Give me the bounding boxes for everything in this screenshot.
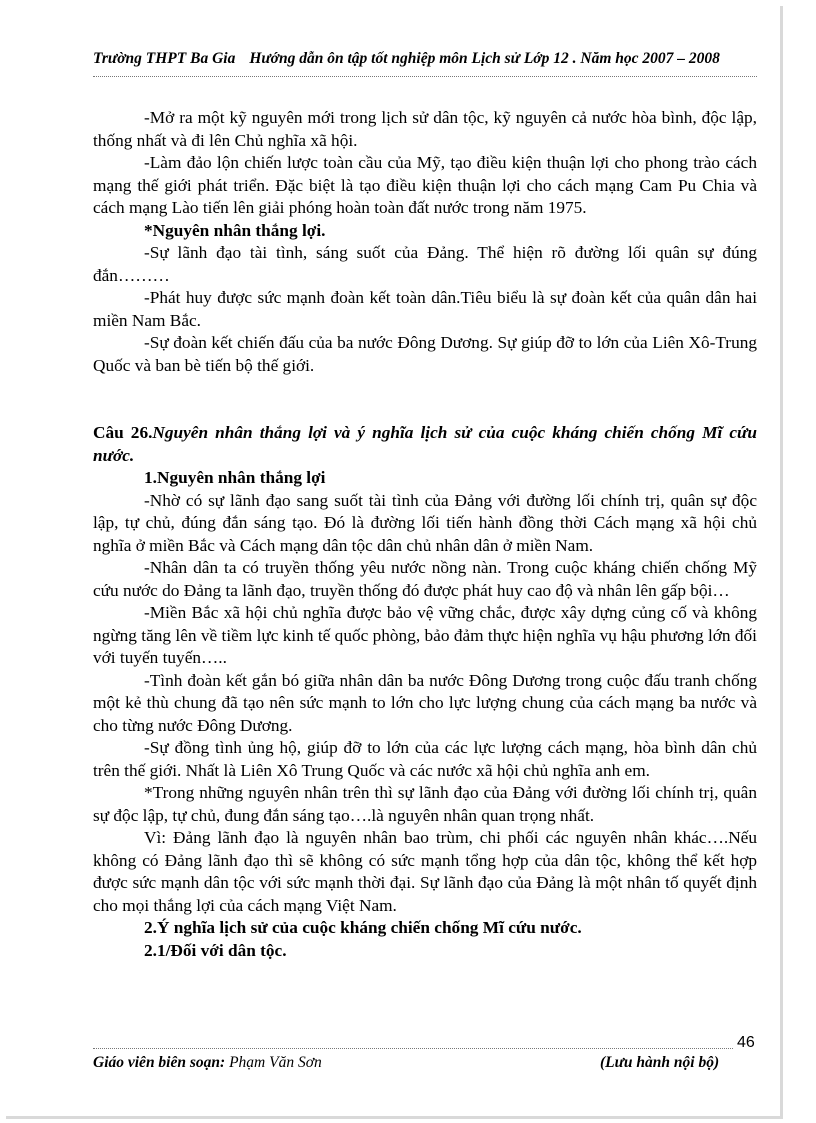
question-title bbox=[93, 422, 757, 467]
footer-author bbox=[93, 1054, 322, 1072]
section1-paragraph: -Nhân dân ta có truyền thống yêu nước nồng nàn. Trong cuộc kháng chiến chống Mỹ cứu nước do Đảng ta lãnh đạo, truyền thống đó được phát huy cao độ và nhân lên gấp bội… bbox=[93, 558, 757, 600]
footer-divider bbox=[93, 1048, 733, 1049]
question-text: Nguyên nhân thắng lợi và ý nghĩa lịch sử của cuộc kháng chiến chống Mĩ cứu nước. bbox=[93, 423, 757, 465]
section-spacer bbox=[93, 377, 757, 422]
section1-paragraph: -Sự đồng tình ủng hộ, giúp đỡ to lớn của các lực lượng cách mạng, hòa bình dân chủ trên thế giới. Nhất là Liên Xô Trung Quốc và các nước xã hội chủ nghĩa anh em. bbox=[93, 738, 757, 780]
page-shadow-right bbox=[780, 6, 783, 1117]
cause-item: -Sự lãnh đạo tài tình, sáng suốt của Đảng. Thể hiện rõ đường lối quân sự đúng đắn……… bbox=[93, 243, 757, 285]
causes-heading: *Nguyên nhân thắng lợi. bbox=[144, 220, 326, 240]
question-number: Câu 26. bbox=[93, 423, 153, 442]
header-title: Hướng dẫn ôn tập tốt nghiệp môn Lịch sử Lớp 12 . Năm học 2007 – 2008 bbox=[249, 50, 720, 67]
page-header bbox=[93, 50, 758, 68]
page-shadow-bottom bbox=[6, 1116, 783, 1119]
section1-paragraph: Vì: Đảng lãnh đạo là nguyên nhân bao trùm, chi phối các nguyên nhân khác….Nếu không có Đảng lãnh đạo thì sẽ không có sức mạnh tổng hợp của dân tộc, không thể kết hợp được sức mạnh dân tộc với sức mạnh thời đại. Sự lãnh đạo của Đảng là một nhân tố quyết định cho mọi thắng lợi của cách mạng Việt Nam. bbox=[93, 828, 757, 915]
section1-paragraph: *Trong những nguyên nhân trên thì sự lãnh đạo của Đảng với đường lối chính trị, quân sự độc lập, tự chủ, đung đắn sáng tạo….là nguyên nhân quan trọng nhất. bbox=[93, 783, 757, 825]
header-divider bbox=[93, 76, 757, 77]
document-body bbox=[93, 107, 757, 962]
footer-teacher-name: Phạm Văn Sơn bbox=[229, 1054, 322, 1071]
page-number: 46 bbox=[737, 1034, 755, 1051]
cause-item: -Phát huy được sức mạnh đoàn kết toàn dân.Tiêu biểu là sự đoàn kết của quân dân hai miền Nam Bắc. bbox=[93, 288, 757, 330]
section1-paragraph: -Nhờ có sự lãnh đạo sang suốt tài tình của Đảng với đường lối chính trị, quân sự độc lập, tự chủ, đúng đắn sáng tạo. Đó là đường lối tiến hành đồng thời Cách mạng xã hội chủ nghĩa ở miền Bắc và Cách mạng dân tộc dân chủ nhân dân ở miền Nam. bbox=[93, 490, 757, 555]
header-school: Trường THPT Ba Gia bbox=[93, 50, 236, 67]
section2-heading: 2.Ý nghĩa lịch sử của cuộc kháng chiến chống Mĩ cứu nước. bbox=[144, 918, 582, 937]
intro-paragraph-1: -Mở ra một kỹ nguyên mới trong lịch sử dân tộc, kỹ nguyên cả nước hòa bình, độc lập, thống nhất và đi lên Chủ nghĩa xã hội. bbox=[93, 108, 757, 150]
footer-note: (Lưu hành nội bộ) bbox=[600, 1054, 720, 1071]
section1-heading: 1.Nguyên nhân thắng lợi bbox=[144, 468, 326, 487]
section1-paragraph: -Tình đoàn kết gắn bó giữa nhân dân ba nước Đông Dương trong cuộc đấu tranh chống một kẻ thù chung đã tạo nên sức mạnh to lớn cho lực lượng chung của cách mạng ba nước và cho từng nước Đông Dương. bbox=[93, 670, 757, 735]
intro-paragraph-2: -Làm đảo lộn chiến lược toàn cầu của Mỹ, tạo điều kiện thuận lợi cho phong trào cách mạng thế giới phát triển. Đặc biệt là tạo điều kiện thuận lợi cho cách mạng Cam Pu Chia và cách mạng Lào tiến lên giải phóng hoàn toàn đất nước trong năm 1975. bbox=[93, 153, 757, 217]
footer-teacher-label: Giáo viên biên soạn: bbox=[93, 1054, 226, 1071]
cause-item: -Sự đoàn kết chiến đấu của ba nước Đông Dương. Sự giúp đỡ to lớn của Liên Xô-Trung Quốc và ban bè tiến bộ thế giới. bbox=[93, 333, 757, 375]
section1-paragraph: -Miền Bắc xã hội chủ nghĩa được bảo vệ vững chắc, được xây dựng củng cố và không ngừng tăng lên về tiềm lực kinh tế quốc phòng, bảo đảm thực hiện nghĩa vụ hậu phương lớn đối với tuyến tuyến….. bbox=[93, 603, 757, 667]
section21-heading: 2.1/Đối với dân tộc. bbox=[144, 940, 287, 960]
